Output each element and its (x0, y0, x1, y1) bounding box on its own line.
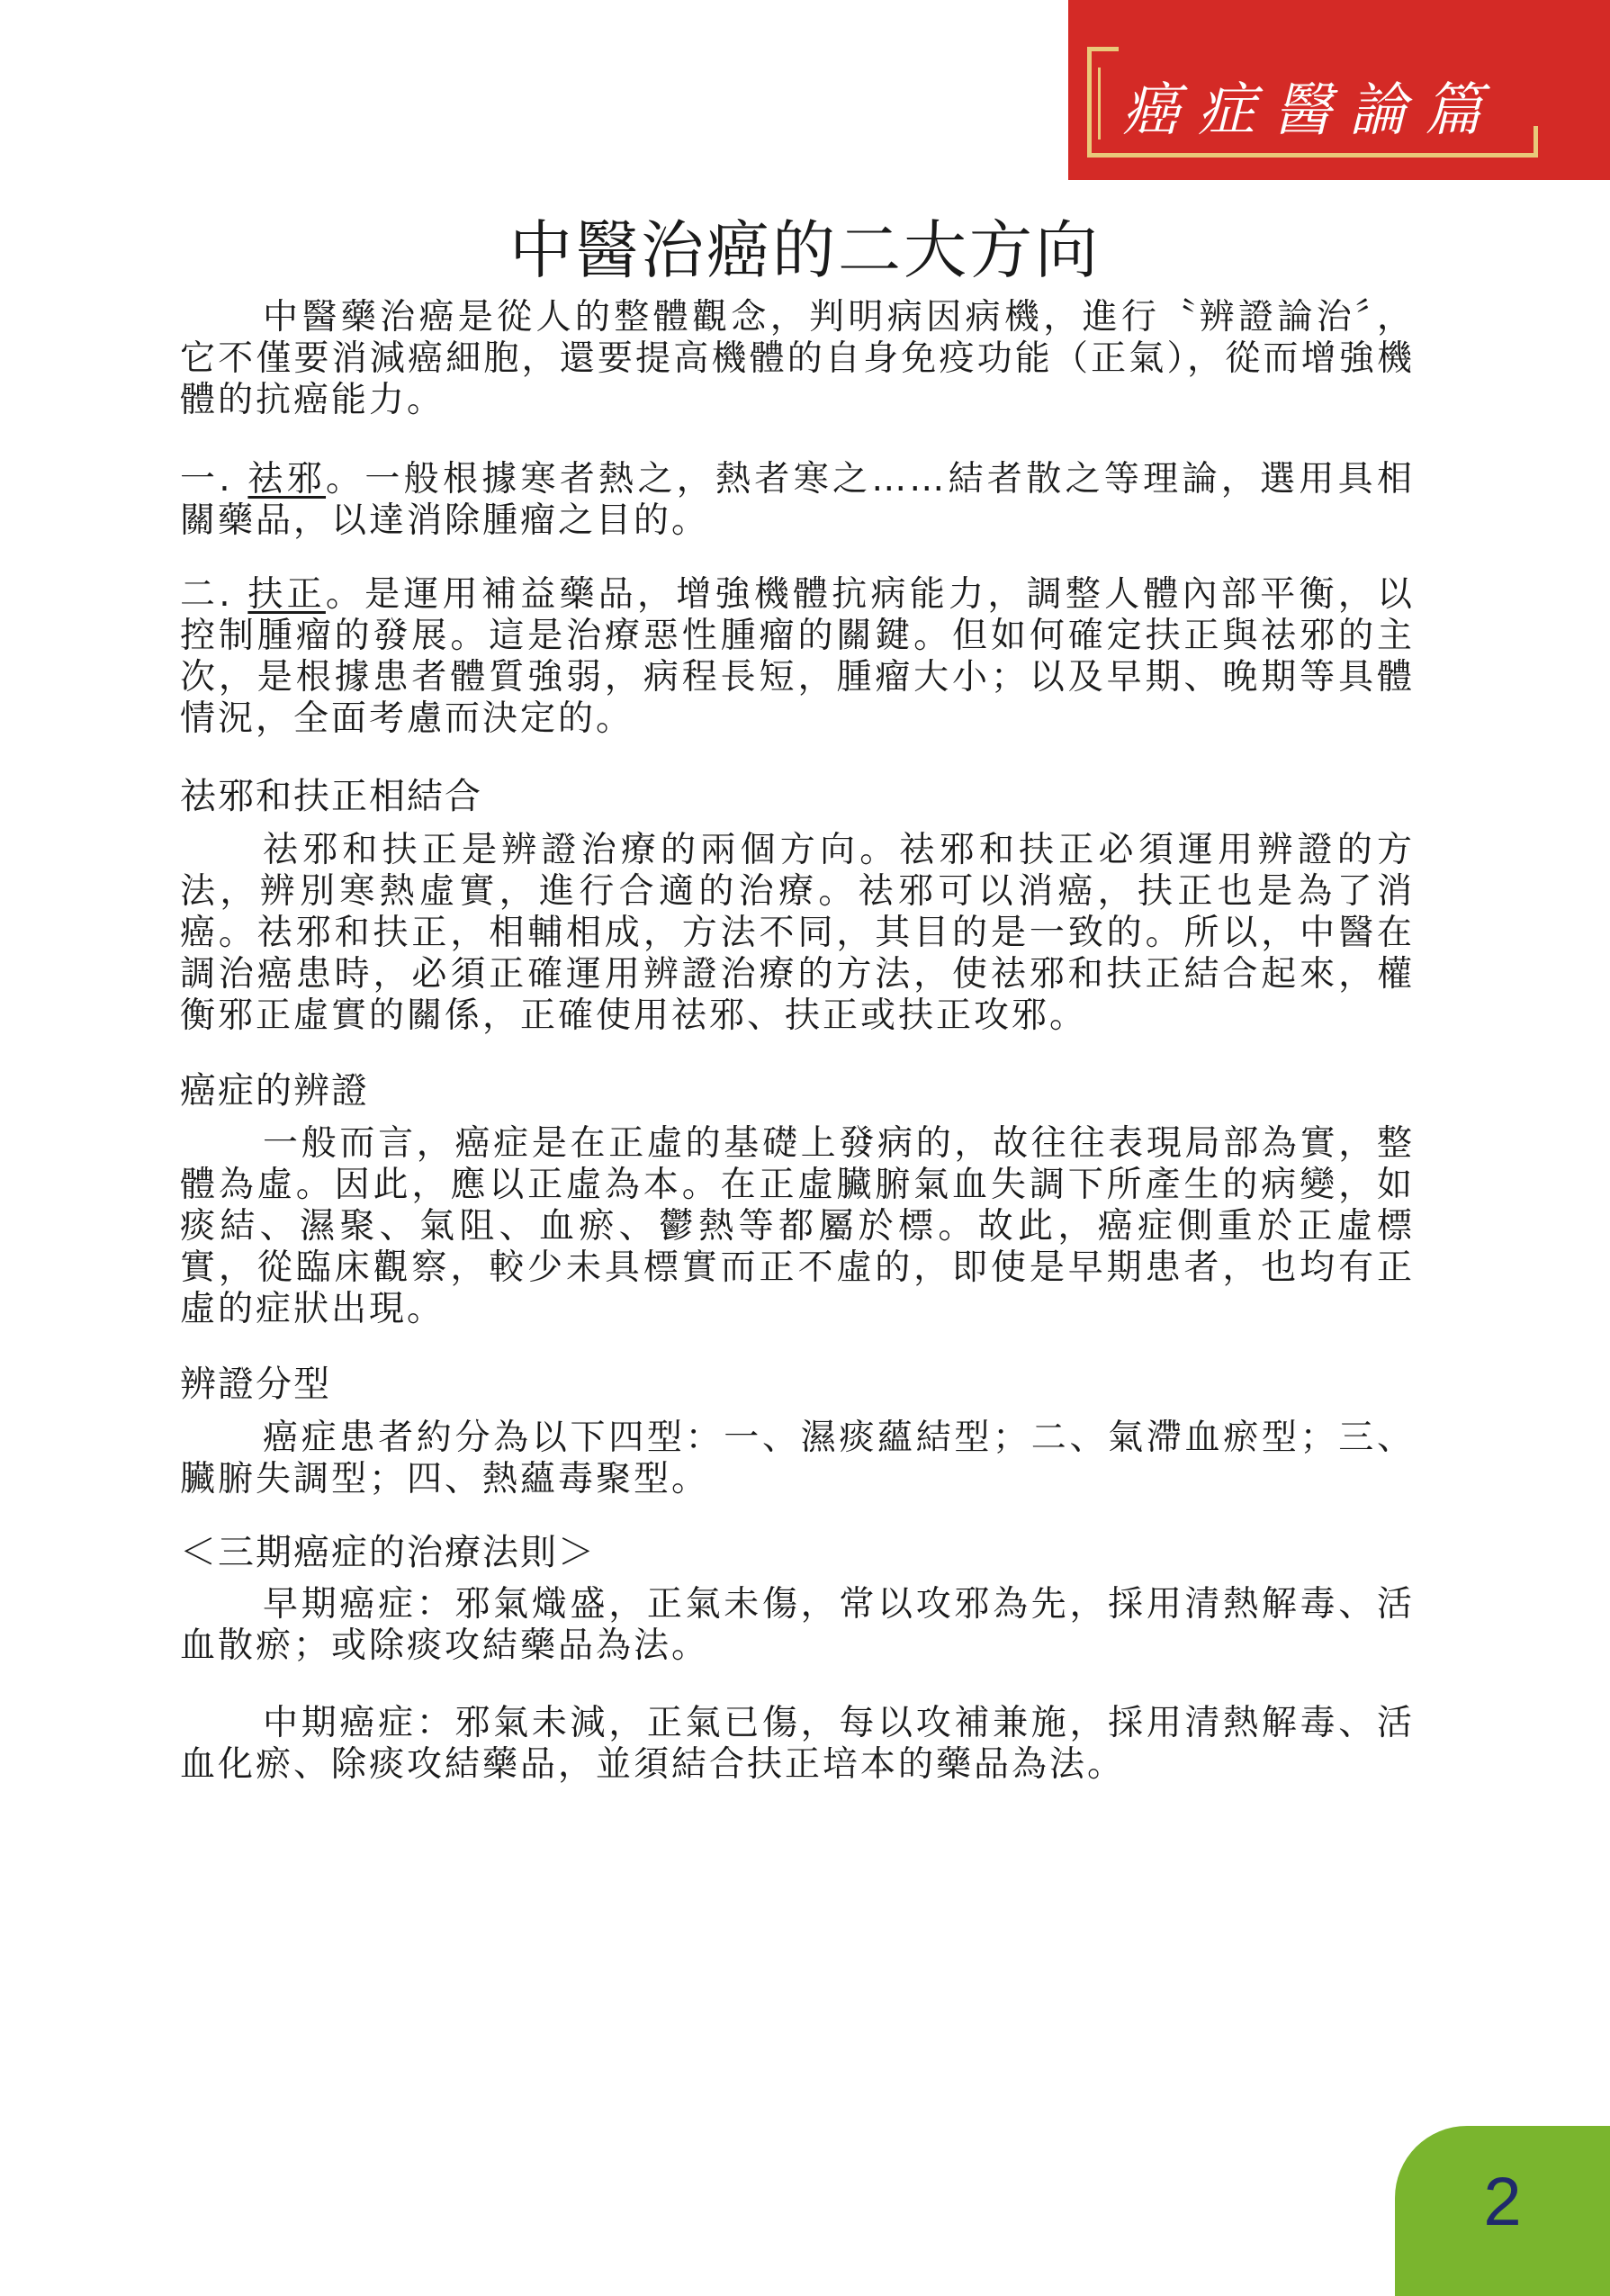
item-label: 扶正 (247, 574, 326, 615)
section-heading: ＜三期癌症的治療法則＞ (180, 1532, 596, 1573)
section-body-2: 中期癌症：邪氣未減，正氣已傷，每以攻補兼施，採用清熱解毒、活血化瘀、除痰攻結藥品，並須結合扶正培本的藥品為法。 (180, 1703, 1415, 1785)
page-number: 2 (1483, 2164, 1522, 2240)
section-body: 祛邪和扶正是辨證治療的兩個方向。祛邪和扶正必須運用辨證的方法，辨別寒熱虛實，進行合適的治療。祛邪可以消癌，扶正也是為了消癌。祛邪和扶正，相輔相成，方法不同，其目的是一致的。所以，中醫在調治癌患時，必須正確運用辨證治療的方法，使祛邪和扶正結合起來，權衡邪正虛實的關係，正確使用祛邪、扶正或扶正攻邪。 (180, 830, 1415, 1036)
list-item (180, 459, 1415, 542)
section-body: 一般而言，癌症是在正虛的基礎上發病的，故往往表現局部為實，整體為虛。因此，應以正虛為本。在正虛臟腑氣血失調下所產生的病變，如痰結、濕聚、氣阻、血瘀、鬱熱等都屬於標。故此，癌症側重於正虛標實，從臨床觀察，較少未具標實而正不虛的，即使是早期患者，也均有正虛的症狀出現。 (180, 1123, 1415, 1329)
section-heading: 辨證分型 (180, 1364, 331, 1405)
section-banner (1068, 0, 1610, 180)
item-prefix: 二. (180, 574, 233, 615)
item-text: 。一般根據寒者熱之，熱者寒之……結者散之等理論，選用具相關藥品，以達消除腫瘤之目的。 (180, 459, 1415, 541)
page-number-badge (1395, 2126, 1610, 2296)
item-text: 。是運用補益藥品，增強機體抗病能力，調整人體內部平衡，以控制腫瘤的發展。這是治療惡性腫瘤的關鍵。但如何確定扶正與祛邪的主次，是根據患者體質強弱，病程長短，腫瘤大小；以及早期、晚期等具體情況，全面考慮而決定的。 (180, 574, 1415, 739)
banner-inner-line (1098, 68, 1101, 140)
item-prefix: 一. (180, 459, 233, 500)
section-title: 癌症醫論篇 (1122, 77, 1500, 144)
section-body: 癌症患者約分為以下四型：一、濕痰蘊結型；二、氣滯血瘀型；三、臟腑失調型；四、熱蘊毒聚型。 (180, 1418, 1415, 1499)
list-item (180, 574, 1415, 740)
section-body: 早期癌症：邪氣熾盛，正氣未傷，常以攻邪為先，採用清熱解毒、活血散瘀；或除痰攻結藥品為法。 (180, 1584, 1415, 1666)
section-heading: 祛邪和扶正相結合 (180, 776, 482, 817)
page-title: 中醫治癌的二大方向 (509, 213, 1101, 287)
item-label: 祛邪 (247, 459, 327, 500)
intro-paragraph: 中醫藥治癌是從人的整體觀念，判明病因病機，進行〝辨證論治〞，它不僅要消減癌細胞，還要提高機體的自身免疫功能（正氣），從而增強機體的抗癌能力。 (180, 297, 1415, 420)
section-heading: 癌症的辨證 (180, 1070, 369, 1112)
